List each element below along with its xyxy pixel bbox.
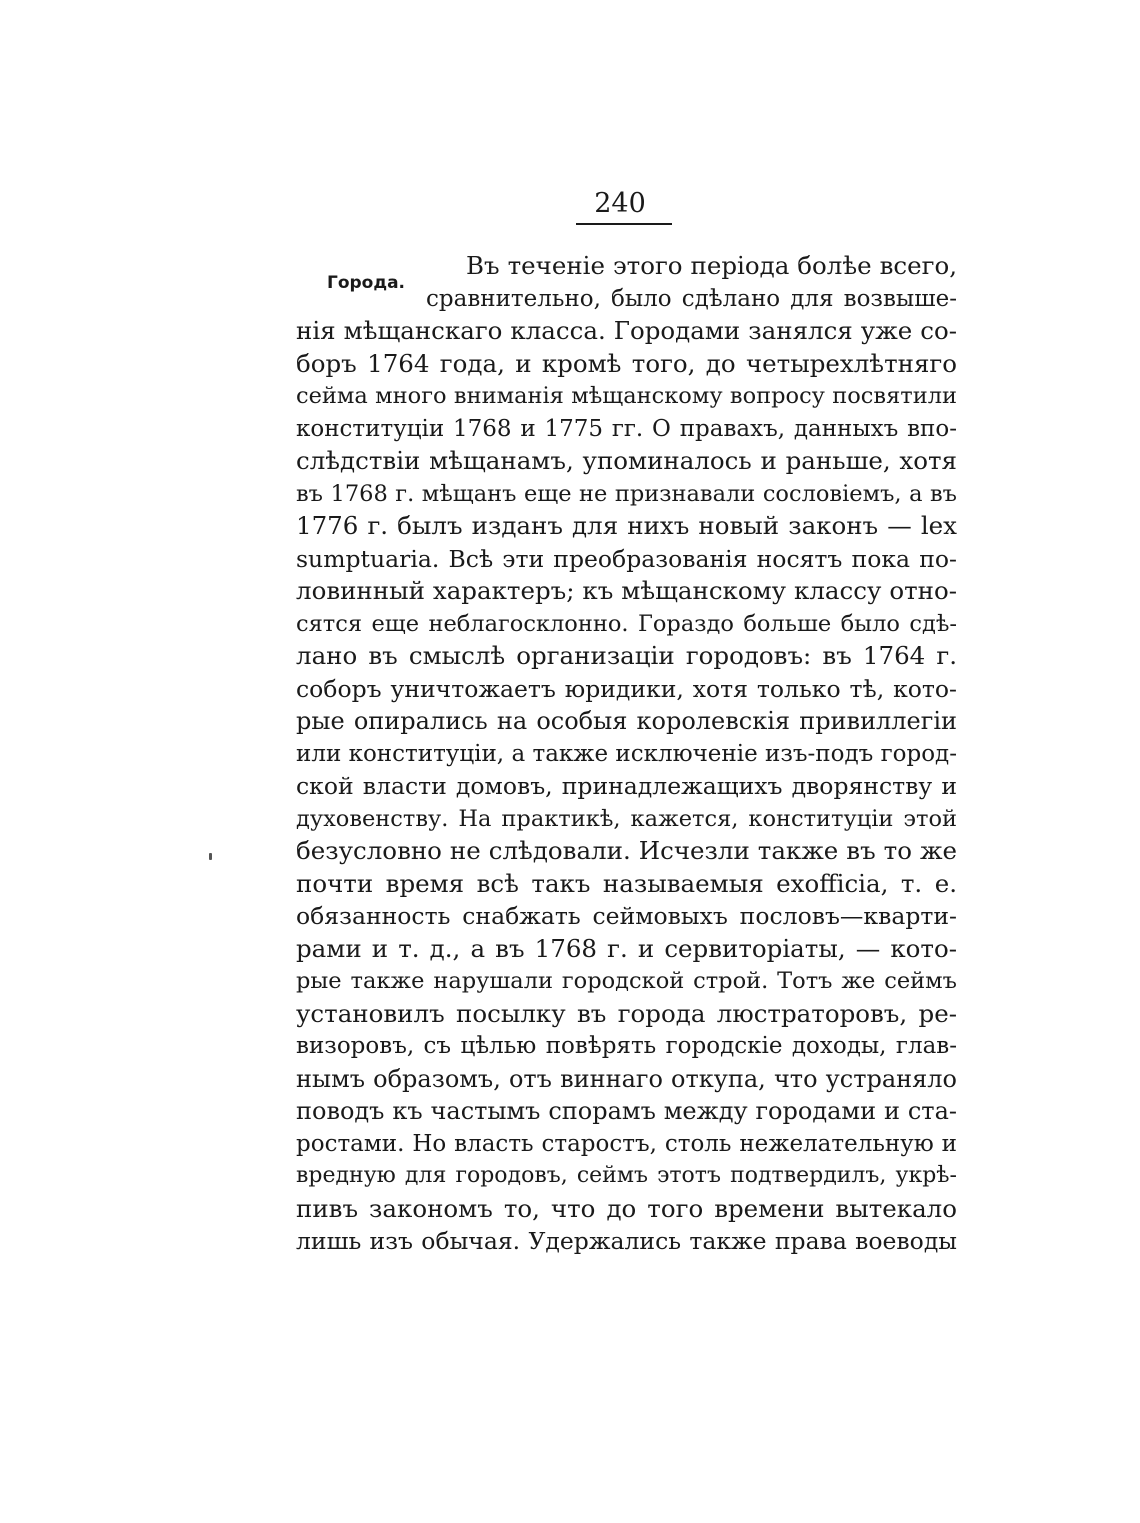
text-line: слѣдствіи мѣщанамъ, упоминалось и раньше, хотя — [296, 446, 957, 475]
text-line: визоровъ, съ цѣлью повѣрять городскіе доходы, глав- — [296, 1033, 957, 1059]
text-line: рые также нарушали городской строй. Тотъ же сеймъ — [296, 968, 957, 994]
text-line: пивъ закономъ то, что до того времени вытекало — [296, 1193, 957, 1223]
text-line: поводъ къ частымъ спорамъ между городами и ста- — [296, 1097, 957, 1125]
text-line: конституціи 1768 и 1775 гг. О правахъ, данныхъ впо- — [296, 415, 957, 442]
text-line: sumptuaria. Всѣ эти преобразованія носятъ пока по- — [296, 544, 957, 573]
text-line: 1776 г. былъ изданъ для нихъ новый законъ — lex — [296, 511, 957, 540]
text-line: обязанность снабжать сеймовыхъ пословъ—кварти- — [296, 902, 957, 930]
body-text — [296, 250, 957, 1258]
text-line: духовенству. На практикѣ, кажется, конституціи этой — [296, 805, 957, 832]
text-line: ской власти домовъ, принадлежащихъ дворянству и — [296, 772, 957, 800]
text-line: въ 1768 г. мѣщанъ еще не признавали сословіемъ, а въ — [296, 480, 957, 507]
text-line: установилъ посылку въ города люстраторовъ, ре- — [296, 998, 957, 1028]
margin-note: Города. — [327, 273, 406, 293]
text-line: нія мѣщанскаго класса. Городами занялся уже со- — [296, 316, 957, 345]
text-line: рые опирались на особыя королевскія привиллегіи — [296, 707, 957, 735]
text-line: вредную для городовъ, сеймъ этотъ подтвердилъ, укрѣ- — [296, 1163, 957, 1188]
text-line: рами и т. д., а въ 1768 г. и сервиторіаты, — кото- — [296, 933, 957, 963]
page-number: 240 — [594, 188, 646, 219]
text-line: боръ 1764 года, и кромѣ того, до четырехлѣтняго — [296, 348, 957, 378]
text-line: безусловно не слѣдовали. Исчезли также въ то же — [296, 836, 957, 865]
text-line: нымъ образомъ, отъ виннаго откупа, что устраняло — [296, 1064, 957, 1093]
text-line: сейма много вниманія мѣщанскому вопросу посвятили — [296, 383, 957, 409]
text-line: сравнительно, было сдѣлано для возвыше- — [426, 285, 957, 312]
text-line: сятся еще неблагосклонно. Гораздо больше было сдѣ- — [296, 610, 957, 637]
page-number-rule — [576, 223, 672, 225]
text-line: соборъ уничтожаетъ юридики, хотя только тѣ, кото- — [296, 674, 957, 703]
text-line: почти время всѣ такъ называемыя exofficia, т. е. — [296, 868, 957, 898]
scan-speck — [209, 853, 212, 860]
text-line: лано въ смыслѣ организаціи городовъ: въ 1764 г. — [296, 641, 957, 670]
text-line: или конституціи, а также исключеніе изъ-подъ город- — [296, 740, 957, 767]
text-line: Въ теченіе этого періода болѣе всего, — [466, 251, 957, 280]
text-line: лишь изъ обычая. Удержались также права воеводы — [296, 1227, 957, 1255]
text-line: ловинный характеръ; къ мѣщанскому классу отно- — [296, 576, 957, 605]
text-line: ростами. Но власть старостъ, столь нежелательную и — [296, 1130, 957, 1157]
